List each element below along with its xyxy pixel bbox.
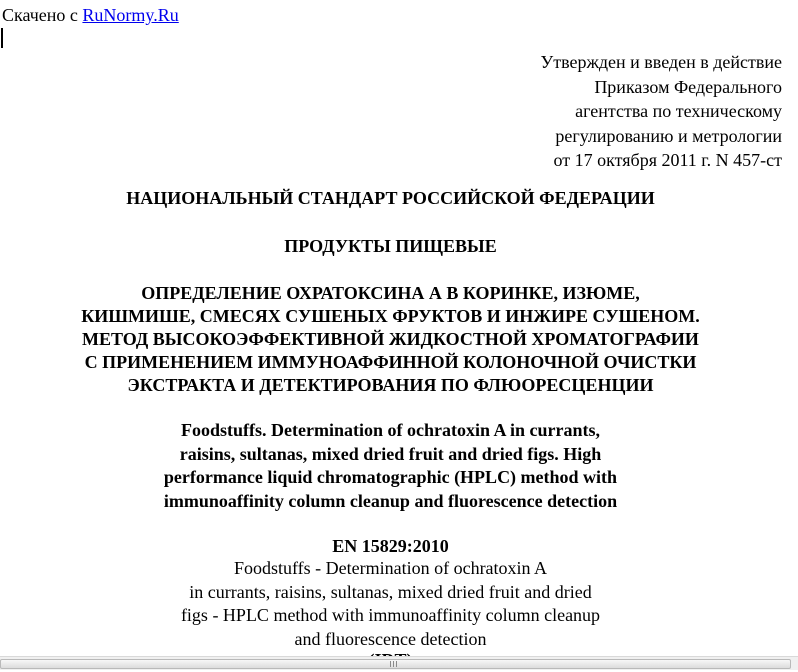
scrollbar-thumb[interactable] [0,659,791,669]
english-title [0,419,781,513]
main-title-line: ЭКСТРАКТА И ДЕТЕКТИРОВАНИЯ ПО ФЛЮОРЕСЦЕНЦИИ [127,375,654,395]
approval-line: агентства по техническому [575,101,782,121]
english-title-line: performance liquid chromatographic (HPLC) method with [163,467,618,487]
standard-main-title [0,282,781,397]
approval-line: Приказом Федерального [594,76,782,97]
en-standard-title [0,557,781,651]
en-title-line: in currants, raisins, sultanas, mixed dried fruit and dried [189,581,592,602]
text-cursor [1,28,3,48]
approval-line: Утвержден и введен в действие [540,52,782,72]
main-title-line: КИШМИШЕ, СМЕСЯХ СУШЕНЫХ ФРУКТОВ И ИНЖИРЕ СУШЕНОМ. [81,306,700,326]
en-title-line: Foodstuffs - Determination of ochratoxin A [233,558,548,578]
scrollbar-grip-icon [390,661,398,667]
products-title: ПРОДУКТЫ ПИЩЕВЫЕ [284,236,497,256]
approval-line: регулированию и метрологии [555,125,782,146]
en-title-line: and fluorescence detection [294,628,487,649]
english-title-line: raisins, sultanas, mixed dried fruit and dried figs. High [179,443,602,464]
download-source-prefix: Скачено с [2,5,78,25]
en-title-line: figs - HPLC method with immunoaffinity column cleanup [180,605,601,625]
main-title-line: ОПРЕДЕЛЕНИЕ ОХРАТОКСИНА А В КОРИНКЕ, ИЗЮМЕ, [141,283,640,303]
approval-line: от 17 октября 2011 г. N 457-ст [553,150,782,170]
approval-notice [540,50,782,173]
horizontal-scrollbar[interactable] [0,656,798,670]
main-title-line: МЕТОД ВЫСОКОЭФФЕКТИВНОЙ ЖИДКОСТНОЙ ХРОМАТОГРАФИИ [82,329,699,349]
english-title-line: Foodstuffs. Determination of ochratoxin A in currants, [181,420,600,440]
download-source-line [2,4,179,26]
en-standard-number: EN 15829:2010 [332,536,449,556]
national-standard-title: НАЦИОНАЛЬНЫЙ СТАНДАРТ РОССИЙСКОЙ ФЕДЕРАЦИИ [126,188,655,208]
main-title-line: С ПРИМЕНЕНИЕМ ИММУНОАФФИННОЙ КОЛОНОЧНОЙ ОЧИСТКИ [84,352,697,372]
english-title-line: immunoaffinity column cleanup and fluorescence detection [163,490,618,511]
runormy-link[interactable]: RuNormy.Ru [82,5,179,25]
